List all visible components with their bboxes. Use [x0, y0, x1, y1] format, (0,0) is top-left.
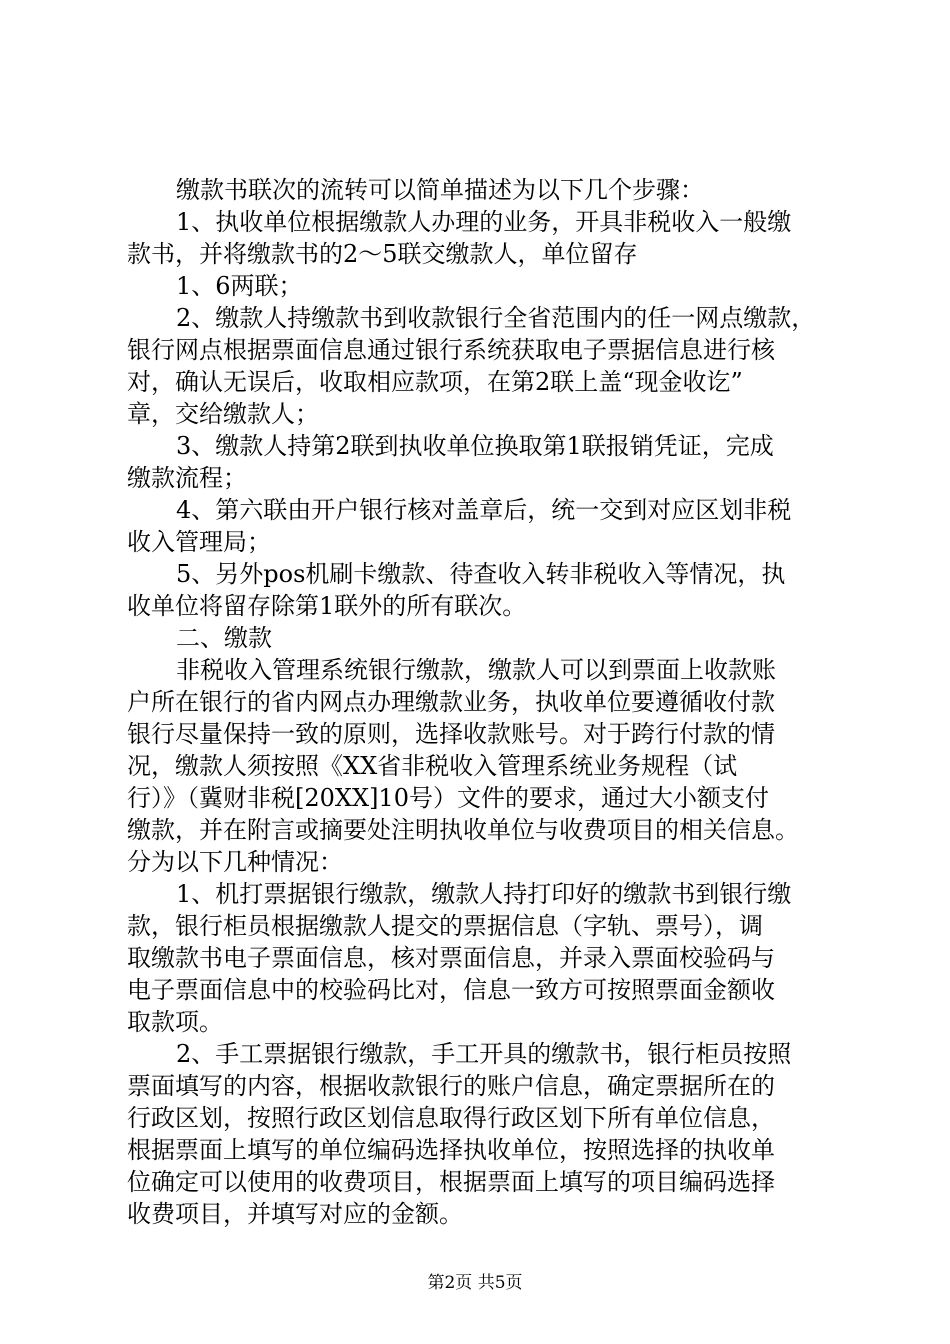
text-line: 取缴款书电子票面信息，核对票面信息，并录入票面校验码与 [127, 944, 775, 972]
text-line: 章，交给缴款人； [127, 400, 319, 428]
text-line: 2、手工票据银行缴款，手工开具的缴款书，银行柜员按照 [176, 1040, 792, 1068]
text-line: 行）》（冀财非税[20XX]10号）文件的要求，通过大小额支付 [127, 784, 769, 812]
text-line: 银行网点根据票面信息通过银行系统获取电子票据信息进行核 [127, 336, 775, 364]
text-line: 1、机打票据银行缴款，缴款人持打印好的缴款书到银行缴 [176, 880, 792, 908]
text-line: 银行尽量保持一致的原则，选择收款账号。对于跨行付款的情 [127, 720, 775, 748]
text-line: 电子票面信息中的校验码比对，信息一致方可按照票面金额收 [127, 976, 775, 1004]
text-line: 户所在银行的省内网点办理缴款业务，执收单位要遵循收付款 [127, 688, 775, 716]
text-line: 况，缴款人须按照《XX省非税收入管理系统业务规程（试 [127, 752, 738, 780]
text-line: 5、另外pos机刷卡缴款、待查收入转非税收入等情况，执 [176, 560, 786, 588]
text-line: 缴款流程； [127, 464, 247, 492]
text-line: 缴款，并在附言或摘要处注明执收单位与收费项目的相关信息。 [127, 816, 799, 844]
text-line: 行政区划，按照行政区划信息取得行政区划下所有单位信息， [127, 1104, 775, 1132]
text-line: 分为以下几种情况： [127, 848, 343, 876]
text-line: 取款项。 [127, 1008, 223, 1036]
text-line: 收入管理局； [127, 528, 271, 556]
text-line: 3、缴款人持第2联到执收单位换取第1联报销凭证，完成 [176, 432, 774, 460]
text-line: 票面填写的内容，根据收款银行的账户信息，确定票据所在的 [127, 1072, 775, 1100]
text-line: 位确定可以使用的收费项目，根据票面上填写的项目编码选择 [127, 1168, 775, 1196]
page-footer: 第2页 共5页 [427, 1273, 523, 1293]
text-line: 款，银行柜员根据缴款人提交的票据信息（字轨、票号），调 [127, 912, 763, 940]
text-line: 对，确认无误后，收取相应款项，在第2联上盖“现金收讫” [127, 368, 743, 396]
text-line: 1、6两联； [176, 272, 303, 300]
text-line: 4、第六联由开户银行核对盖章后，统一交到对应区划非税 [176, 496, 792, 524]
text-line: 收单位将留存除第1联外的所有联次。 [127, 592, 527, 620]
text-line: 收费项目，并填写对应的金额。 [127, 1200, 463, 1228]
text-line: 非税收入管理系统银行缴款，缴款人可以到票面上收款账 [176, 656, 776, 684]
text-line: 款书，并将缴款书的2～5联交缴款人，单位留存 [127, 240, 638, 268]
section-heading: 二、缴款 [176, 624, 272, 652]
text-line: 1、执收单位根据缴款人办理的业务，开具非税收入一般缴 [176, 208, 792, 236]
text-line: 缴款书联次的流转可以简单描述为以下几个步骤： [176, 176, 704, 204]
text-line: 根据票面上填写的单位编码选择执收单位，按照选择的执收单 [127, 1136, 775, 1164]
text-line: 2、缴款人持缴款书到收款银行全省范围内的任一网点缴款， [176, 304, 816, 332]
